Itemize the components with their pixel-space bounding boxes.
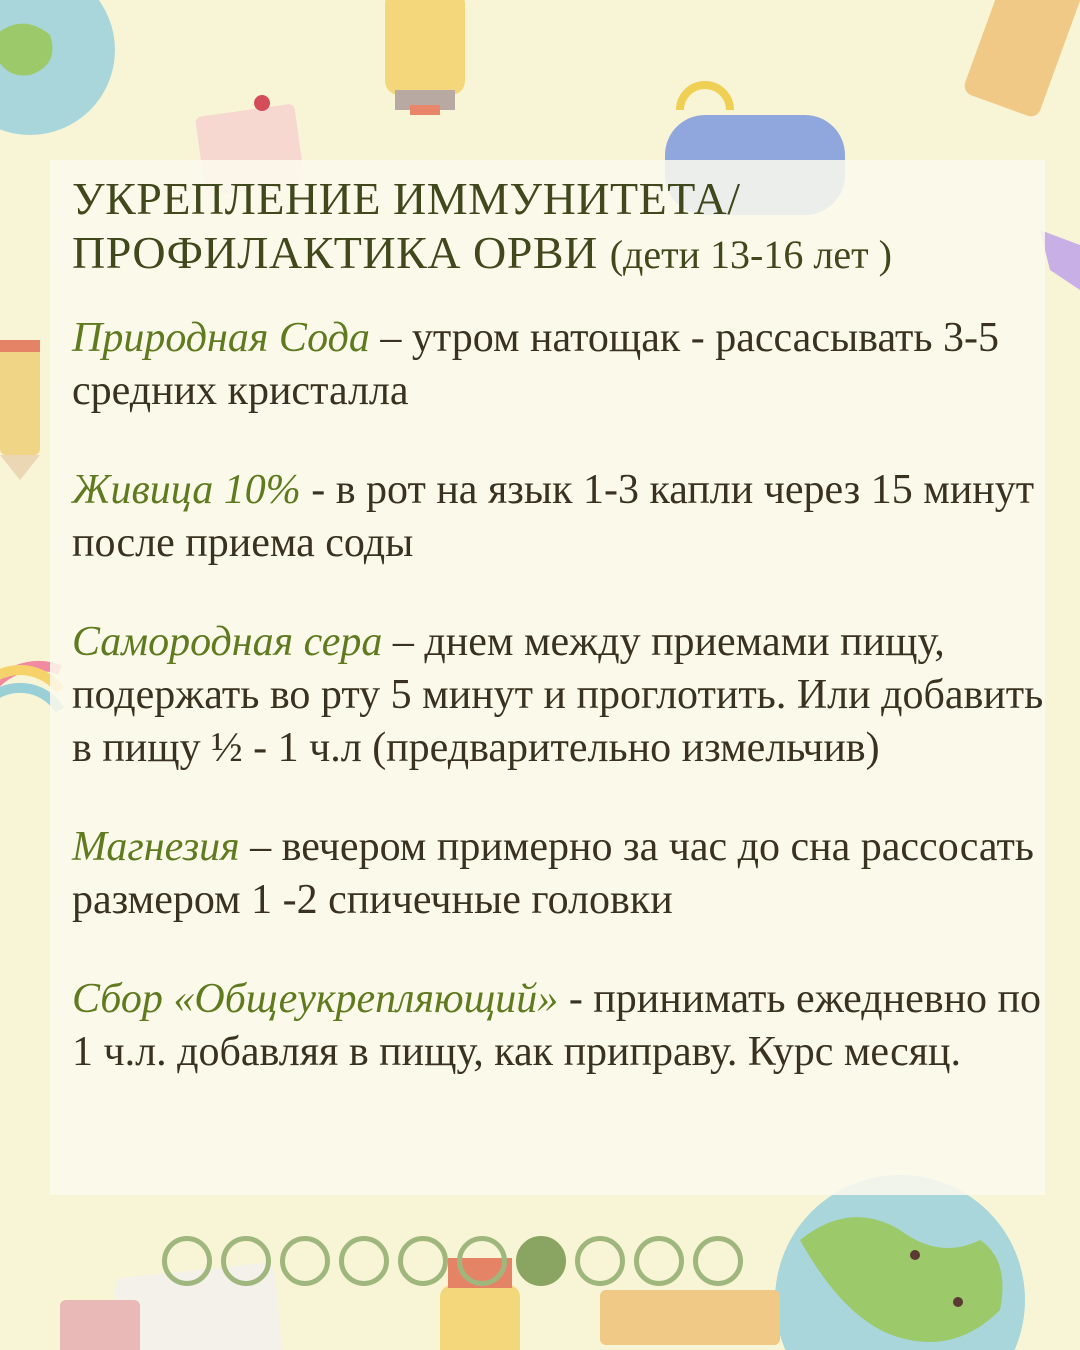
main-content (72, 172, 1047, 1125)
page-dot-10[interactable] (693, 1236, 743, 1286)
remedy-instructions: – утром натощак - рассасывать 3-5 средних кристалла (72, 315, 1000, 414)
remedy-instructions: - принимать ежедневно по 1 ч.л. добавляя в пищу, как приправу. Курс месяц. (72, 976, 1042, 1075)
remedy-item (72, 464, 1047, 570)
page-dot-4[interactable] (339, 1236, 389, 1286)
title-subtitle: (дети 13-16 лет ) (609, 232, 892, 277)
remedy-instructions: - в рот на язык 1-3 капли через 15 минут после приема соды (72, 467, 1035, 566)
remedy-name: Природная Сода (72, 315, 370, 361)
ruler-icon (962, 0, 1080, 119)
remedy-name: Сбор «Общеукрепляющий» (72, 976, 559, 1022)
page-dot-5[interactable] (398, 1236, 448, 1286)
glue-icon (385, 0, 465, 115)
remedy-instructions: – вечером примерно за час до сна рассосать размером 1 -2 спичечные головки (72, 824, 1034, 923)
title-line-2-main: ПРОФИЛАКТИКА ОРВИ (72, 227, 598, 278)
title-line-1: УКРЕПЛЕНИЕ ИММУНИТЕТА/ (72, 173, 741, 224)
ruler-icon (600, 1290, 780, 1345)
page-title (72, 172, 1047, 282)
title-line-2 (72, 226, 1047, 282)
globe-icon (0, 0, 115, 135)
remedy-item (72, 312, 1047, 418)
remedy-item (72, 616, 1047, 775)
pencil-icon (0, 340, 40, 480)
remedy-name: Живица 10% (72, 467, 301, 513)
remedy-item (72, 821, 1047, 927)
remedy-name: Самородная сера (72, 619, 383, 665)
page-dot-6[interactable] (457, 1236, 507, 1286)
remedy-item (72, 973, 1047, 1079)
carousel-pagination (162, 1236, 743, 1286)
page-dot-2[interactable] (221, 1236, 271, 1286)
globe-icon (775, 1175, 1025, 1350)
page-dot-8[interactable] (575, 1236, 625, 1286)
page-dot-3[interactable] (280, 1236, 330, 1286)
page-dot-7[interactable] (516, 1236, 566, 1286)
remedy-instructions: – днем между приемами пищу, подержать во рту 5 минут и проглотить. Или добавить в пищу ½ - 1 ч.л (предварительно измельчив) (72, 619, 1044, 771)
page-dot-9[interactable] (634, 1236, 684, 1286)
page-dot-1[interactable] (162, 1236, 212, 1286)
remedy-name: Магнезия (72, 824, 240, 870)
